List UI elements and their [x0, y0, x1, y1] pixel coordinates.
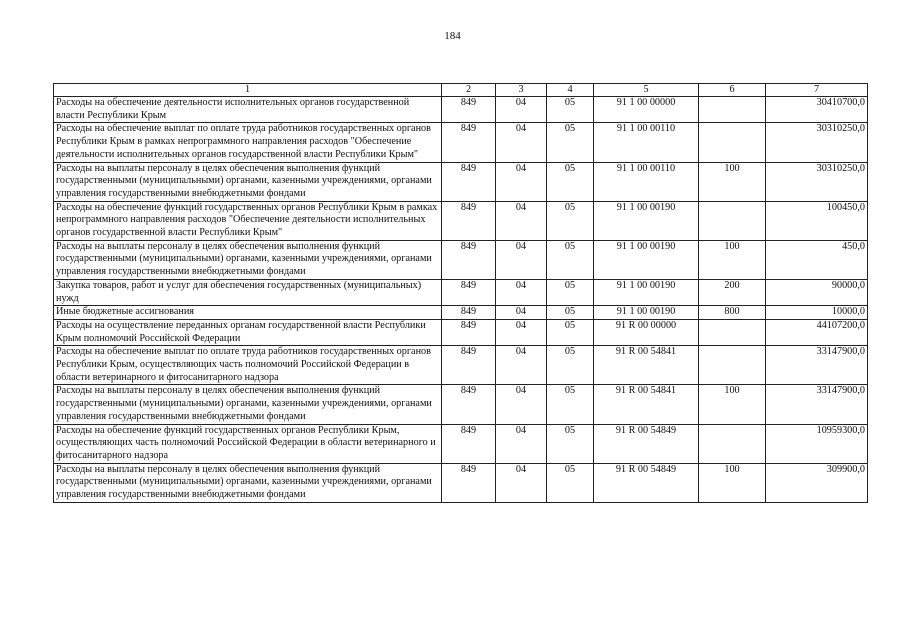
- target-article-cell: 91 R 00 54849: [594, 424, 699, 463]
- target-article-cell: 91 R 00 54841: [594, 385, 699, 424]
- subsection-code-cell: 05: [547, 319, 594, 345]
- section-code-cell: 04: [496, 385, 547, 424]
- subsection-code-cell: 05: [547, 123, 594, 162]
- amount-cell: 450,0: [766, 240, 868, 279]
- column-header: 6: [699, 84, 766, 97]
- ministry-code-cell: 849: [442, 424, 496, 463]
- ministry-code-cell: 849: [442, 97, 496, 123]
- target-article-cell: 91 1 00 00110: [594, 123, 699, 162]
- target-article-cell: 91 R 00 00000: [594, 319, 699, 345]
- subsection-code-cell: 05: [547, 162, 594, 201]
- subsection-code-cell: 05: [547, 424, 594, 463]
- expense-type-cell: 100: [699, 240, 766, 279]
- subsection-code-cell: 05: [547, 279, 594, 305]
- expense-name-cell: Закупка товаров, работ и услуг для обеспечения государственных (муниципальных) нужд: [54, 279, 442, 305]
- section-code-cell: 04: [496, 97, 547, 123]
- amount-cell: 10000,0: [766, 306, 868, 320]
- table-row: [54, 319, 868, 345]
- expense-type-cell: 100: [699, 162, 766, 201]
- column-header: 3: [496, 84, 547, 97]
- expense-type-cell: [699, 123, 766, 162]
- table-row: [54, 346, 868, 385]
- expense-name-cell: Расходы на выплаты персоналу в целях обеспечения выполнения функций государственными (муниципальными) органами, казенными учреждениями, органами управления государственными внебюджетными фондами: [54, 240, 442, 279]
- section-code-cell: 04: [496, 346, 547, 385]
- table-row: [54, 97, 868, 123]
- column-header: 5: [594, 84, 699, 97]
- expense-type-cell: [699, 319, 766, 345]
- table-row: [54, 306, 868, 320]
- table-row: [54, 463, 868, 502]
- ministry-code-cell: 849: [442, 319, 496, 345]
- section-code-cell: 04: [496, 240, 547, 279]
- column-header: 2: [442, 84, 496, 97]
- expense-name-cell: Расходы на обеспечение выплат по оплате труда работников государственных органов Республики Крым, осуществляющих часть полномочий Российской Федерации в области ветеринарного и фитосанитарного надзора: [54, 346, 442, 385]
- section-code-cell: 04: [496, 319, 547, 345]
- amount-cell: 33147900,0: [766, 385, 868, 424]
- target-article-cell: 91 1 00 00190: [594, 279, 699, 305]
- column-header: 7: [766, 84, 868, 97]
- target-article-cell: 91 1 00 00110: [594, 162, 699, 201]
- target-article-cell: 91 1 00 00190: [594, 240, 699, 279]
- page-number: 184: [444, 30, 461, 42]
- expense-name-cell: Расходы на выплаты персоналу в целях обеспечения выполнения функций государственными (муниципальными) органами, казенными учреждениями, органами управления государственными внебюджетными фондами: [54, 463, 442, 502]
- expense-type-cell: 100: [699, 385, 766, 424]
- ministry-code-cell: 849: [442, 123, 496, 162]
- section-code-cell: 04: [496, 463, 547, 502]
- amount-cell: 100450,0: [766, 201, 868, 240]
- ministry-code-cell: 849: [442, 306, 496, 320]
- amount-cell: 30310250,0: [766, 162, 868, 201]
- section-code-cell: 04: [496, 162, 547, 201]
- section-code-cell: 04: [496, 123, 547, 162]
- section-code-cell: 04: [496, 201, 547, 240]
- section-code-cell: 04: [496, 306, 547, 320]
- target-article-cell: 91 1 00 00000: [594, 97, 699, 123]
- expense-type-cell: [699, 346, 766, 385]
- target-article-cell: 91 1 00 00190: [594, 201, 699, 240]
- target-article-cell: 91 R 00 54849: [594, 463, 699, 502]
- ministry-code-cell: 849: [442, 463, 496, 502]
- column-header: 1: [54, 84, 442, 97]
- expense-type-cell: [699, 424, 766, 463]
- ministry-code-cell: 849: [442, 385, 496, 424]
- subsection-code-cell: 05: [547, 463, 594, 502]
- ministry-code-cell: 849: [442, 162, 496, 201]
- table-row: [54, 162, 868, 201]
- target-article-cell: 91 1 00 00190: [594, 306, 699, 320]
- ministry-code-cell: 849: [442, 240, 496, 279]
- table-row: [54, 424, 868, 463]
- amount-cell: 10959300,0: [766, 424, 868, 463]
- subsection-code-cell: 05: [547, 97, 594, 123]
- table-row: [54, 123, 868, 162]
- expense-name-cell: Расходы на обеспечение функций государственных органов Республики Крым в рамках непрограммного направления расходов "Обеспечение деятельности исполнительных органов государственной власти Республики Крым": [54, 201, 442, 240]
- expense-name-cell: Расходы на осуществление переданных органам государственной власти Республики Крым полномочий Российской Федерации: [54, 319, 442, 345]
- header-row: [54, 84, 868, 97]
- subsection-code-cell: 05: [547, 240, 594, 279]
- table-row: [54, 240, 868, 279]
- amount-cell: 90000,0: [766, 279, 868, 305]
- amount-cell: 309900,0: [766, 463, 868, 502]
- section-code-cell: 04: [496, 279, 547, 305]
- ministry-code-cell: 849: [442, 201, 496, 240]
- expense-type-cell: 200: [699, 279, 766, 305]
- expense-name-cell: Расходы на обеспечение выплат по оплате труда работников государственных органов Республики Крым в рамках непрограммного направления расходов "Обеспечение деятельности исполнительных органов государственной власти Республики Крым": [54, 123, 442, 162]
- expense-type-cell: [699, 201, 766, 240]
- section-code-cell: 04: [496, 424, 547, 463]
- ministry-code-cell: 849: [442, 279, 496, 305]
- ministry-code-cell: 849: [442, 346, 496, 385]
- expense-type-cell: 800: [699, 306, 766, 320]
- table-row: [54, 279, 868, 305]
- amount-cell: 44107200,0: [766, 319, 868, 345]
- table-row: [54, 201, 868, 240]
- subsection-code-cell: 05: [547, 385, 594, 424]
- amount-cell: 30410700,0: [766, 97, 868, 123]
- amount-cell: 33147900,0: [766, 346, 868, 385]
- budget-table: [53, 83, 868, 503]
- expense-name-cell: Расходы на обеспечение деятельности исполнительных органов государственной власти Республики Крым: [54, 97, 442, 123]
- target-article-cell: 91 R 00 54841: [594, 346, 699, 385]
- table-row: [54, 385, 868, 424]
- column-header: 4: [547, 84, 594, 97]
- expense-name-cell: Иные бюджетные ассигнования: [54, 306, 442, 320]
- subsection-code-cell: 05: [547, 306, 594, 320]
- expense-name-cell: Расходы на выплаты персоналу в целях обеспечения выполнения функций государственными (муниципальными) органами, казенными учреждениями, органами управления государственными внебюджетными фондами: [54, 385, 442, 424]
- expense-name-cell: Расходы на выплаты персоналу в целях обеспечения выполнения функций государственными (муниципальными) органами, казенными учреждениями, органами управления государственными внебюджетными фондами: [54, 162, 442, 201]
- expense-type-cell: [699, 97, 766, 123]
- expense-name-cell: Расходы на обеспечение функций государственных органов Республики Крым, осуществляющих часть полномочий Российской Федерации в области ветеринарного и фитосанитарного надзора: [54, 424, 442, 463]
- amount-cell: 30310250,0: [766, 123, 868, 162]
- expense-type-cell: 100: [699, 463, 766, 502]
- subsection-code-cell: 05: [547, 201, 594, 240]
- subsection-code-cell: 05: [547, 346, 594, 385]
